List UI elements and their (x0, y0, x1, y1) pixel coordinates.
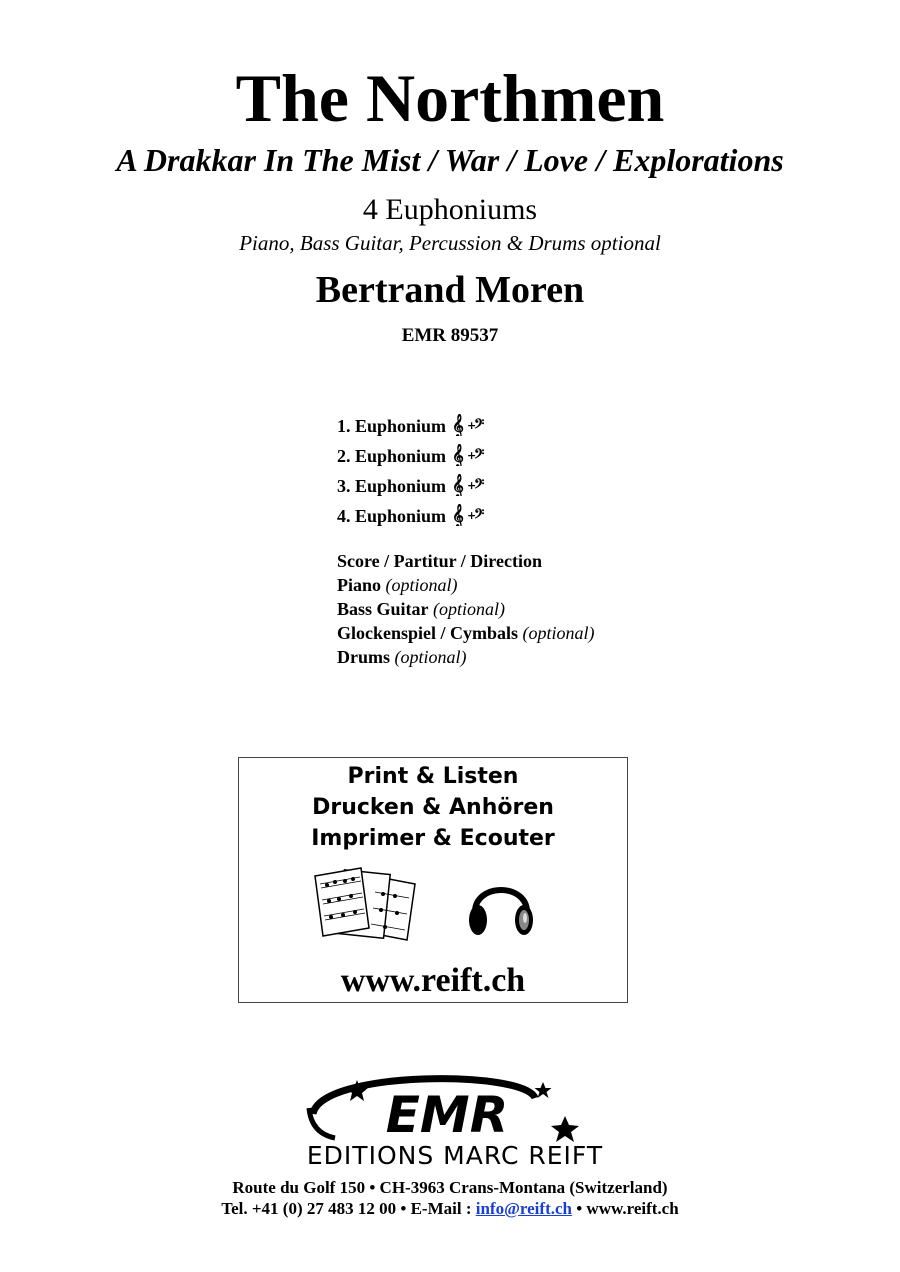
sheet-music-icon (311, 866, 423, 942)
extra-note: (optional) (433, 599, 506, 619)
part-item (337, 441, 491, 471)
telephone-text: Tel. +41 (0) 27 483 12 00 • E-Mail : (221, 1199, 476, 1218)
composer-name: Bertrand Moren (315, 269, 585, 311)
extra-item (337, 645, 595, 669)
parts-list (337, 411, 491, 531)
star-icon (551, 1116, 579, 1142)
svg-text:𝄞: 𝄞 (451, 414, 464, 436)
part-item (337, 471, 491, 501)
subtitle: A Drakkar In The Mist / War / Love / Explorations (116, 142, 784, 178)
extra-item (337, 549, 595, 573)
part-item (337, 411, 491, 441)
logo-name: EDITIONS MARC REIFT (306, 1141, 604, 1170)
svg-text:𝄞: 𝄞 (451, 504, 464, 526)
extras-list (337, 549, 595, 669)
extra-name: Glockenspiel / Cymbals (337, 623, 519, 643)
part-item (337, 501, 491, 531)
instrumentation: 4 Euphoniums (362, 193, 538, 226)
treble-bass-clef-icon (451, 504, 491, 526)
svg-text:+: + (466, 419, 476, 432)
emr-logo (225, 1074, 685, 1174)
logo-mark: EMR (385, 1086, 509, 1144)
extra-name: Score / Partitur / Direction (337, 551, 542, 571)
extra-name: Piano (337, 575, 382, 595)
extra-note: (optional) (394, 647, 467, 667)
part-label: 4. Euphonium (337, 506, 447, 526)
svg-text:𝄢: 𝄢 (473, 506, 484, 525)
svg-text:𝄢: 𝄢 (473, 446, 484, 465)
extra-item (337, 573, 595, 597)
print-listen-box (238, 757, 628, 1003)
extra-note: (optional) (385, 575, 458, 595)
address-line: Route du Golf 150 • CH-3963 Crans-Montana (Switzerland) (232, 1178, 668, 1197)
svg-text:+: + (466, 449, 476, 462)
extra-note: (optional) (522, 623, 595, 643)
extra-item (337, 621, 595, 645)
website-text: • www.reift.ch (571, 1199, 679, 1218)
svg-text:𝄢: 𝄢 (473, 416, 484, 435)
part-label: 3. Euphonium (337, 476, 447, 496)
contact-line (0, 1198, 900, 1220)
svg-text:𝄞: 𝄞 (451, 444, 464, 466)
extra-name: Drums (337, 647, 390, 667)
svg-text:+: + (466, 509, 476, 522)
treble-bass-clef-icon (451, 444, 491, 466)
promo-line-1: Print & Listen (347, 764, 519, 789)
extra-name: Bass Guitar (337, 599, 429, 619)
extra-item (337, 597, 595, 621)
treble-bass-clef-icon (451, 414, 491, 436)
svg-text:𝄞: 𝄞 (451, 474, 464, 496)
promo-line-3: Imprimer & Ecouter (311, 826, 555, 851)
optional-instruments: Piano, Bass Guitar, Percussion & Drums optional (239, 231, 661, 255)
headphones-icon (465, 868, 537, 944)
svg-text:+: + (466, 479, 476, 492)
email-link[interactable]: info@reift.ch (475, 1199, 572, 1218)
page-title: The Northmen (235, 60, 665, 136)
treble-bass-clef-icon (451, 474, 491, 496)
part-label: 2. Euphonium (337, 446, 447, 466)
catalog-number: EMR 89537 (401, 325, 499, 346)
part-label: 1. Euphonium (337, 416, 447, 436)
promo-line-2: Drucken & Anhören (312, 795, 554, 820)
promo-url: www.reift.ch (340, 962, 526, 999)
svg-text:𝄢: 𝄢 (473, 476, 484, 495)
